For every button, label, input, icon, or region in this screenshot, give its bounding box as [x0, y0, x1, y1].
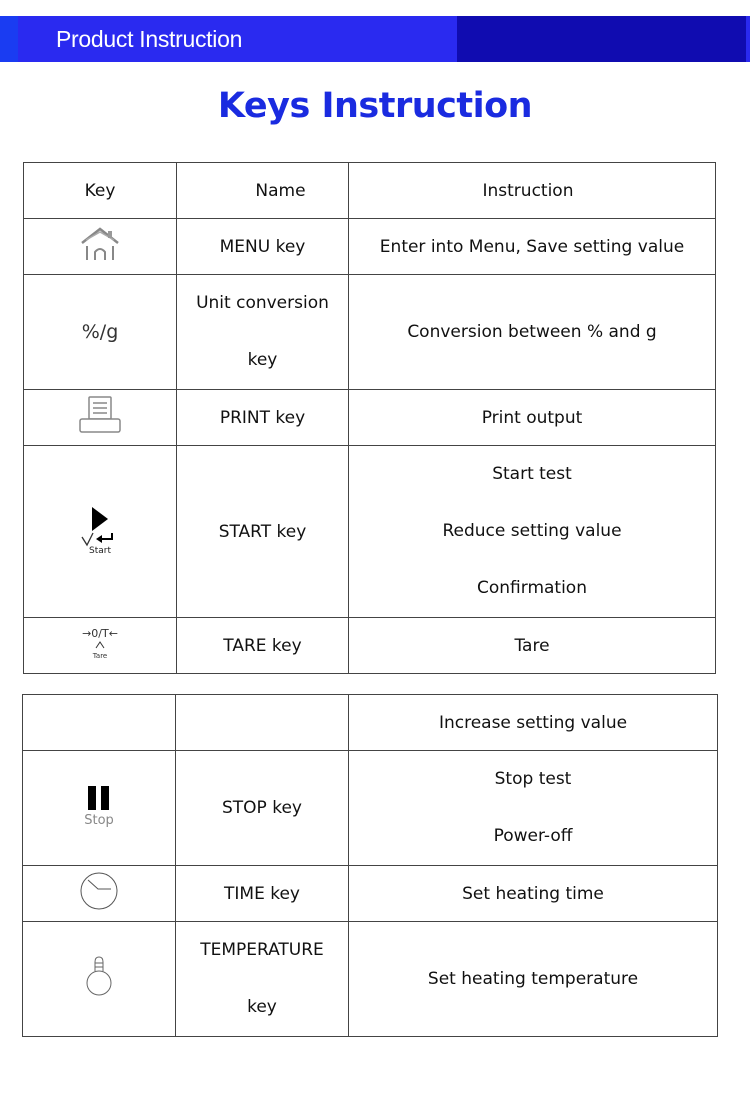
instruction-cell: [349, 446, 716, 618]
key-cell: [23, 866, 176, 922]
keys-table-1: [23, 162, 716, 674]
name-cell: [176, 695, 349, 751]
table-row: [24, 446, 716, 618]
instruction-cell: Tare: [349, 618, 716, 674]
key-cell: [24, 275, 177, 390]
name-cell: STOP key: [176, 751, 349, 866]
key-cell: [23, 751, 176, 866]
svg-text:→0/T←: →0/T←: [82, 627, 118, 640]
keys-table-2: [22, 694, 718, 1037]
svg-text:Tare: Tare: [92, 652, 108, 660]
instruction-cell: Set heating time: [349, 866, 718, 922]
banner-title: Product Instruction: [56, 26, 243, 52]
tare-icon: [69, 623, 131, 668]
instruction-cell: Enter into Menu, Save setting value: [349, 219, 716, 275]
banner-strip: [0, 16, 18, 62]
name-line: TEMPERATURE: [200, 940, 324, 960]
name-cell: [176, 922, 349, 1037]
header-instruction: Instruction: [349, 163, 716, 219]
printer-icon: [78, 395, 122, 440]
table-row: [24, 219, 716, 275]
table-header-row: [24, 163, 716, 219]
instruction-line: Confirmation: [477, 578, 587, 598]
banner: [0, 16, 750, 62]
table-row: [23, 695, 718, 751]
table-row: [23, 751, 718, 866]
table-row: [24, 618, 716, 674]
table-row: [24, 275, 716, 390]
start-icon: [78, 503, 122, 560]
name-cell: PRINT key: [177, 390, 349, 446]
name-cell: TARE key: [177, 618, 349, 674]
stop-icon: [81, 784, 117, 833]
instruction-cell: Print output: [349, 390, 716, 446]
key-cell: [23, 922, 176, 1037]
percent-gram-key-label: %/g: [81, 321, 119, 343]
name-cell: MENU key: [177, 219, 349, 275]
instruction-line: Stop test: [494, 769, 572, 789]
table-row: [23, 866, 718, 922]
key-cell: [24, 446, 177, 618]
instruction-line: Start test: [492, 464, 572, 484]
key-cell: [23, 695, 176, 751]
page-title: Keys Instruction: [217, 86, 533, 126]
key-cell: [24, 219, 177, 275]
instruction-cell: Set heating temperature: [349, 922, 718, 1037]
banner-dark-section: [457, 16, 746, 62]
key-cell: [24, 618, 177, 674]
instruction-cell: [349, 751, 718, 866]
banner-edge: [746, 16, 750, 62]
name-line: Unit conversion: [196, 293, 329, 313]
home-icon: [79, 226, 121, 267]
name-line: key: [247, 350, 278, 370]
name-cell: START key: [177, 446, 349, 618]
table-row: [23, 922, 718, 1037]
svg-text:Start: Start: [89, 546, 111, 555]
thermometer-icon: [84, 955, 114, 1004]
name-cell: [177, 275, 349, 390]
clock-icon: [78, 870, 120, 917]
instruction-line: Reduce setting value: [442, 521, 622, 541]
table-row: [24, 390, 716, 446]
svg-text:Stop: Stop: [84, 812, 114, 828]
instruction-line: Power-off: [493, 826, 573, 846]
key-cell: [24, 390, 177, 446]
instruction-cell: Increase setting value: [349, 695, 718, 751]
instruction-cell: Conversion between % and g: [349, 275, 716, 390]
header-name: Name: [177, 163, 349, 219]
name-line: key: [247, 997, 277, 1017]
header-key: Key: [24, 163, 177, 219]
name-cell: TIME key: [176, 866, 349, 922]
